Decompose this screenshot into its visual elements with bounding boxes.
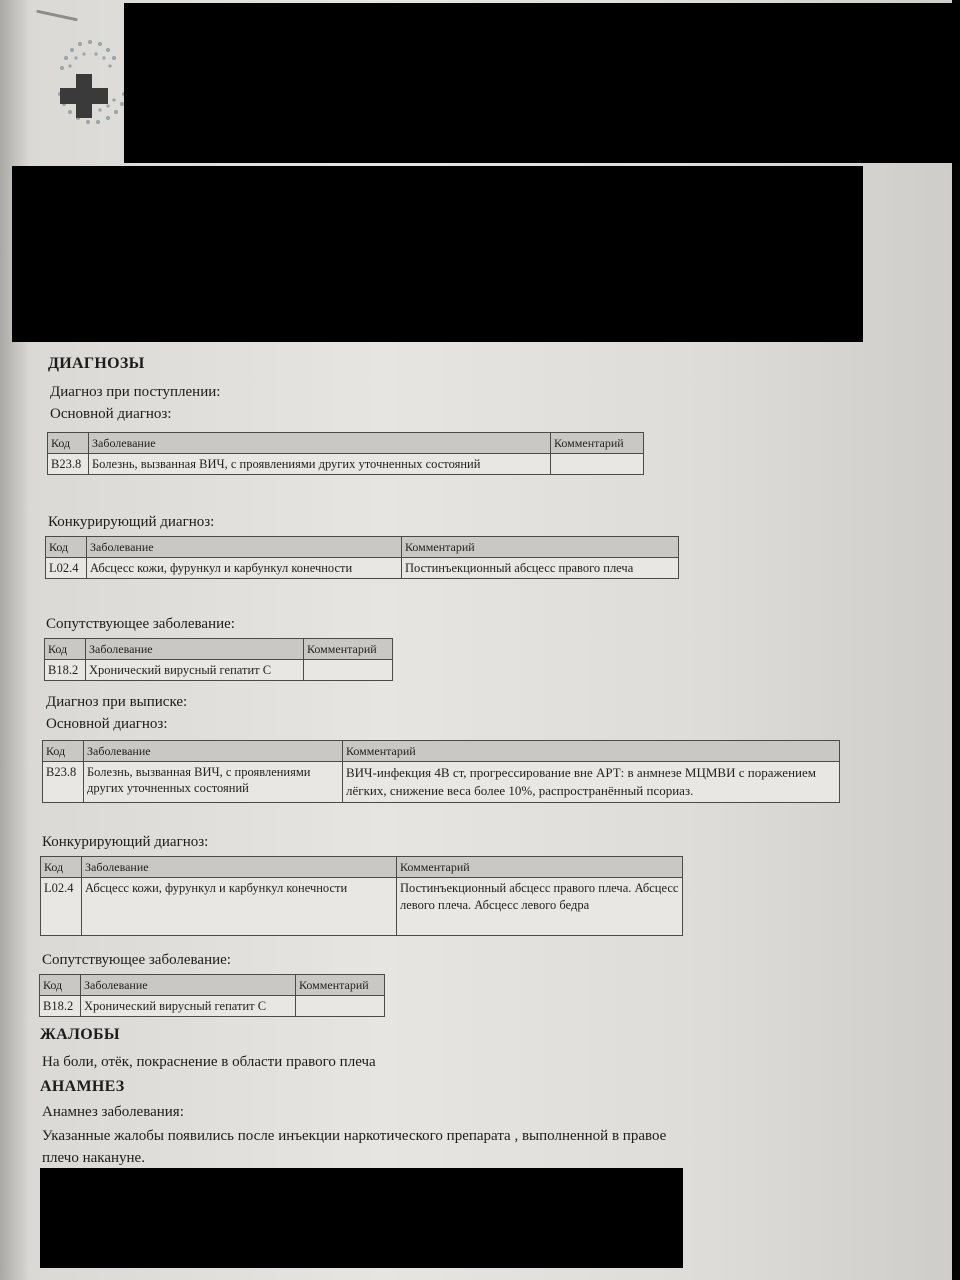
anamnesis-line-2: плечо накануне. <box>42 1150 145 1166</box>
col-disease-header: Заболевание <box>82 857 397 878</box>
anamnesis-heading: АНАМНЕЗ <box>40 1078 125 1095</box>
col-comment-header: Комментарий <box>304 639 393 660</box>
col-code-header: Код <box>41 857 82 878</box>
col-comment-header: Комментарий <box>296 975 385 996</box>
table-row <box>48 454 644 475</box>
col-comment-header: Комментарий <box>343 741 840 762</box>
admission-main-table <box>47 432 644 475</box>
discharge-concomitant-table <box>39 974 385 1017</box>
complaints-heading: ЖАЛОБЫ <box>40 1026 120 1043</box>
col-comment-header: Комментарий <box>397 857 683 878</box>
col-code-header: Код <box>46 537 87 558</box>
admission-main-label: Основной диагноз: <box>50 406 172 422</box>
col-disease-header: Заболевание <box>89 433 551 454</box>
discharge-main-table <box>42 740 840 803</box>
col-code-header: Код <box>48 433 89 454</box>
admission-concomitant-label: Сопутствующее заболевание: <box>46 616 235 632</box>
anamnesis-line-1: Указанные жалобы появились после инъекции наркотического препарата , выполненной в правое <box>42 1128 667 1144</box>
col-code-header: Код <box>43 741 84 762</box>
code-cell: L02.4 <box>46 558 87 579</box>
staple <box>36 10 78 22</box>
comment-cell <box>551 454 644 475</box>
comment-cell <box>296 996 385 1017</box>
discharge-competing-label: Конкурирующий диагноз: <box>42 834 209 850</box>
table-row <box>43 762 840 803</box>
col-disease-header: Заболевание <box>81 975 296 996</box>
col-disease-header: Заболевание <box>86 639 304 660</box>
comment-cell: Постинъекционный абсцесс правого плеча. Абсцесс левого плеча. Абсцесс левого бедра <box>397 878 683 936</box>
discharge-main-label: Основной диагноз: <box>46 716 168 732</box>
col-code-header: Код <box>40 975 81 996</box>
code-cell: B18.2 <box>40 996 81 1017</box>
comment-cell: ВИЧ-инфекция 4В ст, прогрессирование вне АРТ: в анмнезе МЦМВИ с поражением лёгких, снижение веса более 10%, распространённый псориаз. <box>343 762 840 803</box>
table-row <box>45 660 393 681</box>
disease-cell: Болезнь, вызванная ВИЧ, с проявлениями других уточненных состояний <box>89 454 551 475</box>
redaction-block-patient-info <box>12 166 863 342</box>
anamnesis-subheading: Анамнез заболевания: <box>42 1104 184 1120</box>
admission-heading: Диагноз при поступлении: <box>50 384 221 400</box>
clinic-logo-icon <box>50 32 130 142</box>
col-comment-header: Комментарий <box>551 433 644 454</box>
table-row <box>46 558 679 579</box>
complaints-text: На боли, отёк, покраснение в области правого плеча <box>42 1054 376 1070</box>
admission-competing-label: Конкурирующий диагноз: <box>48 514 215 530</box>
disease-cell: Хронический вирусный гепатит С <box>81 996 296 1017</box>
table-row <box>40 996 385 1017</box>
diagnoses-heading: ДИАГНОЗЫ <box>48 355 145 372</box>
code-cell: L02.4 <box>41 878 82 936</box>
disease-cell: Хронический вирусный гепатит С <box>86 660 304 681</box>
redaction-block-header <box>124 3 960 163</box>
discharge-heading: Диагноз при выписке: <box>46 694 188 710</box>
comment-cell: Постинъекционный абсцесс правого плеча <box>402 558 679 579</box>
table-row <box>41 878 683 936</box>
code-cell: B23.8 <box>48 454 89 475</box>
disease-cell: Абсцесс кожи, фурункул и карбункул конечности <box>87 558 402 579</box>
admission-concomitant-table <box>44 638 393 681</box>
code-cell: B18.2 <box>45 660 86 681</box>
discharge-concomitant-label: Сопутствующее заболевание: <box>42 952 231 968</box>
disease-cell: Абсцесс кожи, фурункул и карбункул конечности <box>82 878 397 936</box>
admission-competing-table <box>45 536 679 579</box>
code-cell: B23.8 <box>43 762 84 803</box>
col-code-header: Код <box>45 639 86 660</box>
col-disease-header: Заболевание <box>87 537 402 558</box>
col-disease-header: Заболевание <box>84 741 343 762</box>
redaction-block-bottom <box>40 1168 683 1268</box>
col-comment-header: Комментарий <box>402 537 679 558</box>
disease-cell: Болезнь, вызванная ВИЧ, с проявлениями других уточненных состояний <box>84 762 343 803</box>
comment-cell <box>304 660 393 681</box>
discharge-competing-table <box>40 856 683 936</box>
